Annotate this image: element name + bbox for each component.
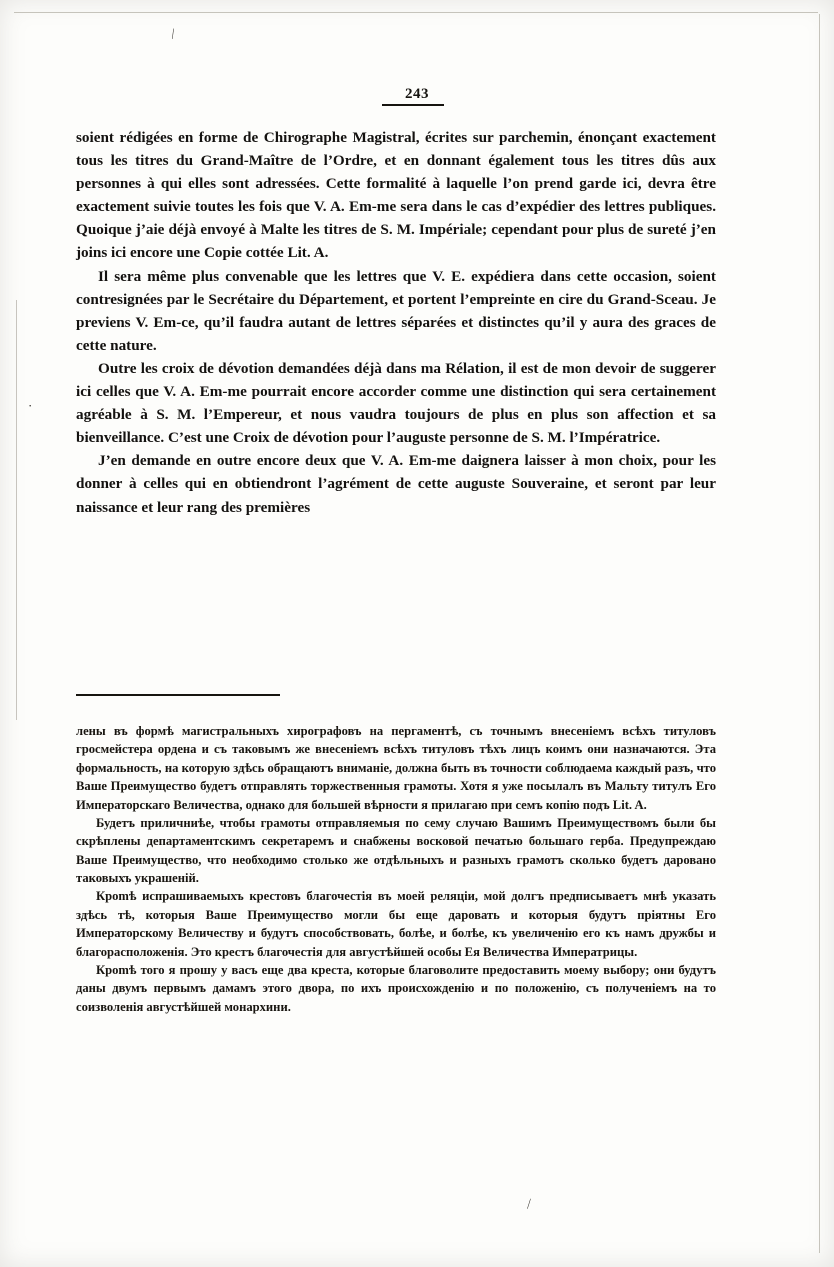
paragraph: Il sera même plus convenable que les lettres que V. E. expédiera dans cette occasion, soient contresignées par le Secrétaire du Département, et portent l’empreinte en cire du Grand-Sceau. Je previens V. Em-ce, qu’il faudra autant de lettres séparées et distinctes qu’il y aura des graces de cette nature. [76,267,716,354]
paragraph: J’en demande en outre encore deux que V. A. Em-me daignera laisser à mon choix, pour les donner à celles qui en obtiendront l’agrément de cette auguste Souveraine, et seront par leur naissance et leur rang des premières [76,452,716,516]
page-number: 243 [405,86,429,102]
footnote-divider [76,694,280,696]
page-edge-right [819,14,820,1253]
margin-mark-left: · [28,398,33,413]
paragraph: Крomѣ того я прошу у васъ еще два креста, которые благоволите предоставить моему выбору; они будутъ даны двумъ первымъ дамамъ этого двора, по ихъ происхожденію и по положенію, съ полученіемъ на то соизволенія августѣйшей монархини. [76,962,716,1014]
page-edge-left [16,300,17,720]
paragraph: soient rédigées en forme de Chirographe Magistral, écrites sur parchemin, énonçant exactement tous les titres du Grand-Maître de l’Ordre, et en donnant également tous les titres dûs aux personnes à qui elles sont adressées. Cette formalité à laquelle l’on prend garde ici, devra être exactement suivie toutes les fois que V. A. Em-me sera dans le cas d’expédier des lettres publiques. Quoique j’aie déjà envoyé à Malte les titres de S. M. Impériale; cependant pour plus de sureté j’en joins ici encore une Copie cottée Lit. A. [76,129,716,262]
french-body-text [76,126,716,519]
paragraph: Крomѣ испрашиваемыхъ крестовъ благочестія въ моей реляціи, мой долгъ предписываетъ мнѣ указать здѣсь тѣ, которыя Ваше Преимущество могли бы еще даровать и которыя будутъ прiятны Его Императорскому Величеству и будутъ способствовать, болѣе, и болѣе, къ увеличенію его къ намъ дружбы и благорасположенія. Это крестъ благочестія для августѣйшей особы Ея Величества Императрицы. [76,889,716,959]
paragraph: лены въ формѣ магистральныхъ хирографовъ на пергаментѣ, съ точнымъ внесеніемъ всѣхъ титуловъ гросмейстера ордена и съ таковымъ же внесеніемъ всѣхъ титуловъ тѣхъ лицъ коимъ они назначаются. Эта формальность, на которую здѣсь обращаютъ вниманіе, должна быть въ точности соблюдаема каждый разъ, что Ваше Преимущество будетъ отправлять торжественныя грамоты. Хотя я уже посылалъ въ Мальту титулъ Его Императорскаго Величества, однако для большей вѣрности я прилагаю при семъ копію подъ Lit. A. [76,724,716,812]
paragraph: Outre les croix de dévotion demandées déjà dans ma Rélation, il est de mon devoir de suggerer ici celles que V. A. Em-me pourrait encore accorder comme une distinction qui sera certainement agréable à S. M. l’Empereur, et nous vaudra toujours de plus en plus son affection et sa bienveillance. C’est une Croix de dévotion pour l’auguste personne de S. M. l’Impératrice. [76,359,716,447]
margin-mark-bottom: ⁄ [525,1196,533,1211]
page-number-rule [382,104,444,106]
page-edge-top [14,12,818,13]
paragraph: Будетъ приличниѣе, чтобы грамоты отправляемыя по сему случаю Вашимъ Преимуществомъ были бы скрѣплены департаментскимъ секретаремъ и снабжены восковой печатью большаго герба. Предупреждаю Ваше Преимущество, что необходимо столько же отдѣльныхъ и разныхъ грамотъ сколько будетъ даровано таковыхъ украшеній. [76,815,716,885]
russian-translation-text [76,722,716,1016]
margin-mark-top: ⁄ [168,26,178,41]
